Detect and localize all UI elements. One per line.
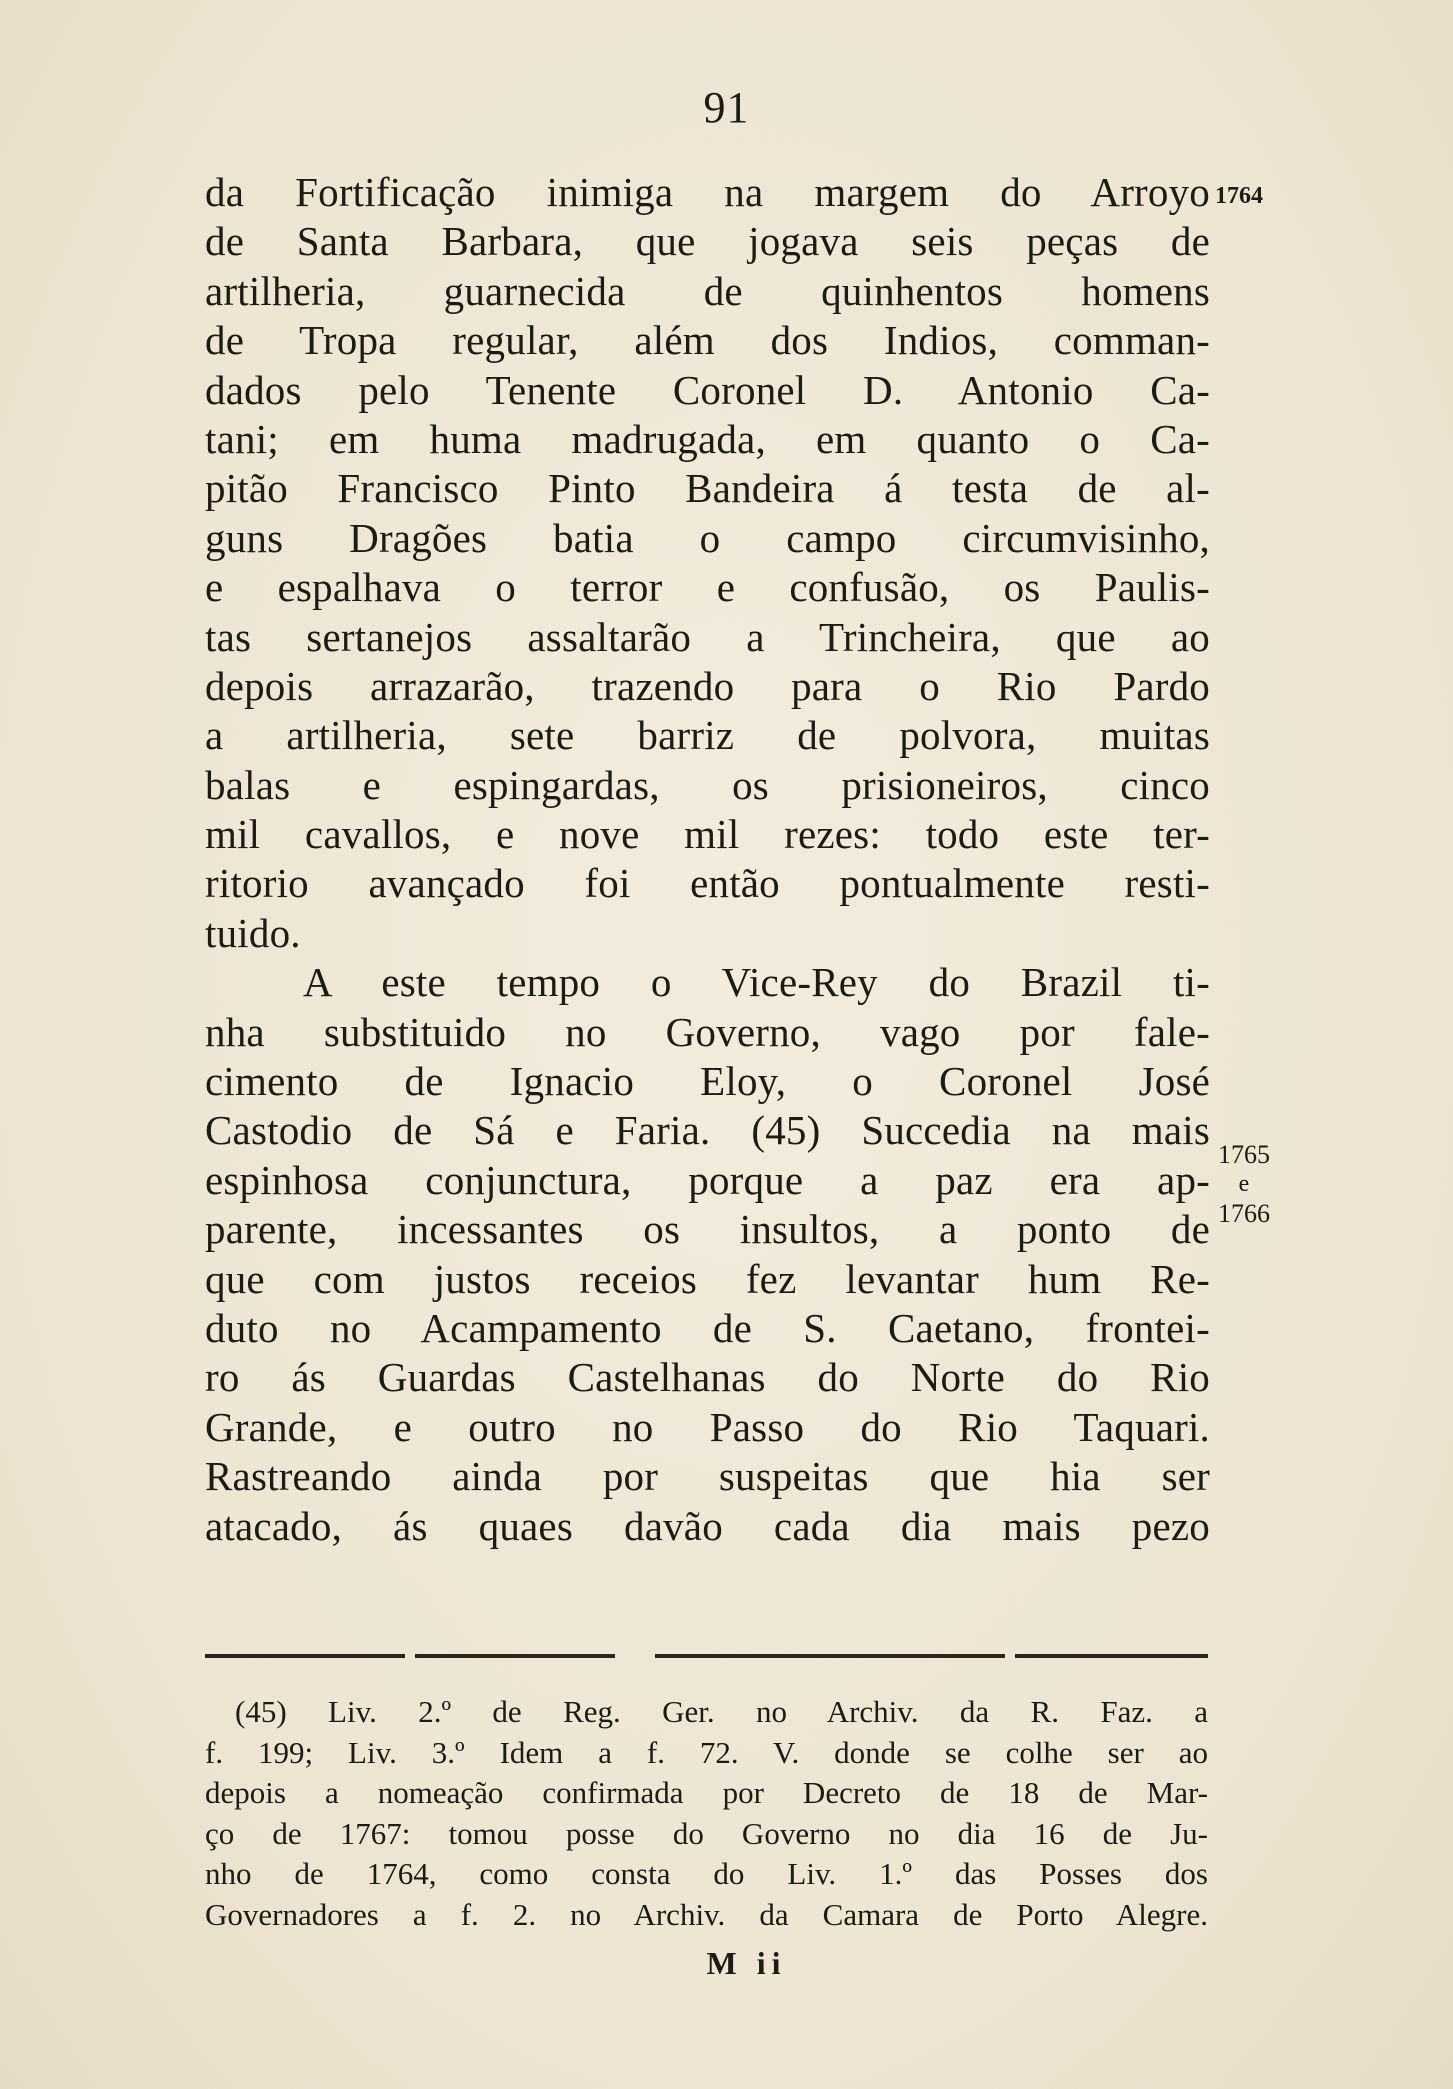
body-line: ro ás Guardas Castelhanas do Norte do Rio (205, 1354, 1210, 1401)
body-line: Rastreando ainda por suspeitas que hia ser (205, 1453, 1210, 1500)
body-line: tani; em huma madrugada, em quanto o Ca- (205, 415, 1210, 462)
body-line: de Tropa regular, além dos Indios, comman- (205, 317, 1210, 364)
footnotes (205, 1692, 1208, 1935)
footnote-line: ço de 1767: tomou posse do Governo no dia 16 de Ju- (205, 1815, 1208, 1851)
body-line: a artilheria, sete barriz de polvora, muitas (205, 712, 1210, 759)
footnote-line: (45) Liv. 2.º de Reg. Ger. no Archiv. da R. Faz. a (235, 1694, 1208, 1729)
signature-mark: M ii (706, 1945, 787, 1981)
body-line: duto no Acampamento de S. Caetano, frontei- (205, 1304, 1210, 1351)
body-line: tas sertanejos assaltarão a Trincheira, que ao (205, 613, 1210, 660)
footnote-line: nho de 1764, como consta do Liv. 1.º das Posses dos (205, 1856, 1208, 1891)
body-line: tuido. (205, 909, 301, 956)
body-line: parente, incessantes os insultos, a ponto de (205, 1206, 1210, 1253)
body-line: balas e espingardas, os prisioneiros, cinco (205, 761, 1210, 808)
margin-year-conjunction: e (1238, 1171, 1250, 1197)
footnote-separator-rule (205, 1654, 1208, 1658)
body-line: de Santa Barbara, que jogava seis peças de (205, 218, 1210, 265)
body-line: dados pelo Tenente Coronel D. Antonio Ca- (205, 366, 1210, 413)
body-line: guns Dragões batia o campo circumvisinho, (205, 514, 1210, 561)
margin-year-1764: 1764 (1215, 183, 1263, 209)
footnote-line: f. 199; Liv. 3.º Idem a f. 72. V. donde se colhe ser ao (205, 1734, 1208, 1770)
body-line: Grande, e outro no Passo do Rio Taquari. (205, 1403, 1210, 1450)
page-number: 91 (703, 83, 750, 132)
footnote-line: Governadores a f. 2. no Archiv. da Camara de Porto Alegre. (205, 1896, 1208, 1932)
body-line: que com justos receios fez levantar hum Re- (205, 1255, 1210, 1302)
body-line: e espalhava o terror e confusão, os Paulis- (205, 564, 1210, 611)
body-line: atacado, ás quaes davão cada dia mais pezo (205, 1502, 1210, 1549)
margin-year-1766: 1766 (1218, 1199, 1270, 1228)
body-line: artilheria, guarnecida de quinhentos homens (205, 267, 1210, 314)
margin-year-1765: 1765 (1218, 1140, 1270, 1169)
paragraph-start-line: A este tempo o Vice-Rey do Brazil ti- (303, 959, 1210, 1006)
body-line: cimento de Ignacio Eloy, o Coronel José (205, 1058, 1210, 1105)
body-text (205, 168, 1210, 1551)
footnote-line: depois a nomeação confirmada por Decreto de 18 de Mar- (205, 1775, 1208, 1810)
body-line: pitão Francisco Pinto Bandeira á testa de al- (205, 465, 1210, 512)
body-line: nha substituido no Governo, vago por fale- (205, 1008, 1210, 1055)
body-line: Castodio de Sá e Faria. (45) Succedia na mais (205, 1107, 1210, 1154)
body-line: espinhosa conjunctura, porque a paz era ap- (205, 1156, 1210, 1203)
body-line: da Fortificação inimiga na margem do Arroyo (205, 169, 1210, 215)
body-line: mil cavallos, e nove mil rezes: todo este ter- (205, 811, 1210, 858)
body-line: depois arrazarão, trazendo para o Rio Pardo (205, 662, 1210, 709)
body-line: ritorio avançado foi então pontualmente resti- (205, 860, 1210, 907)
